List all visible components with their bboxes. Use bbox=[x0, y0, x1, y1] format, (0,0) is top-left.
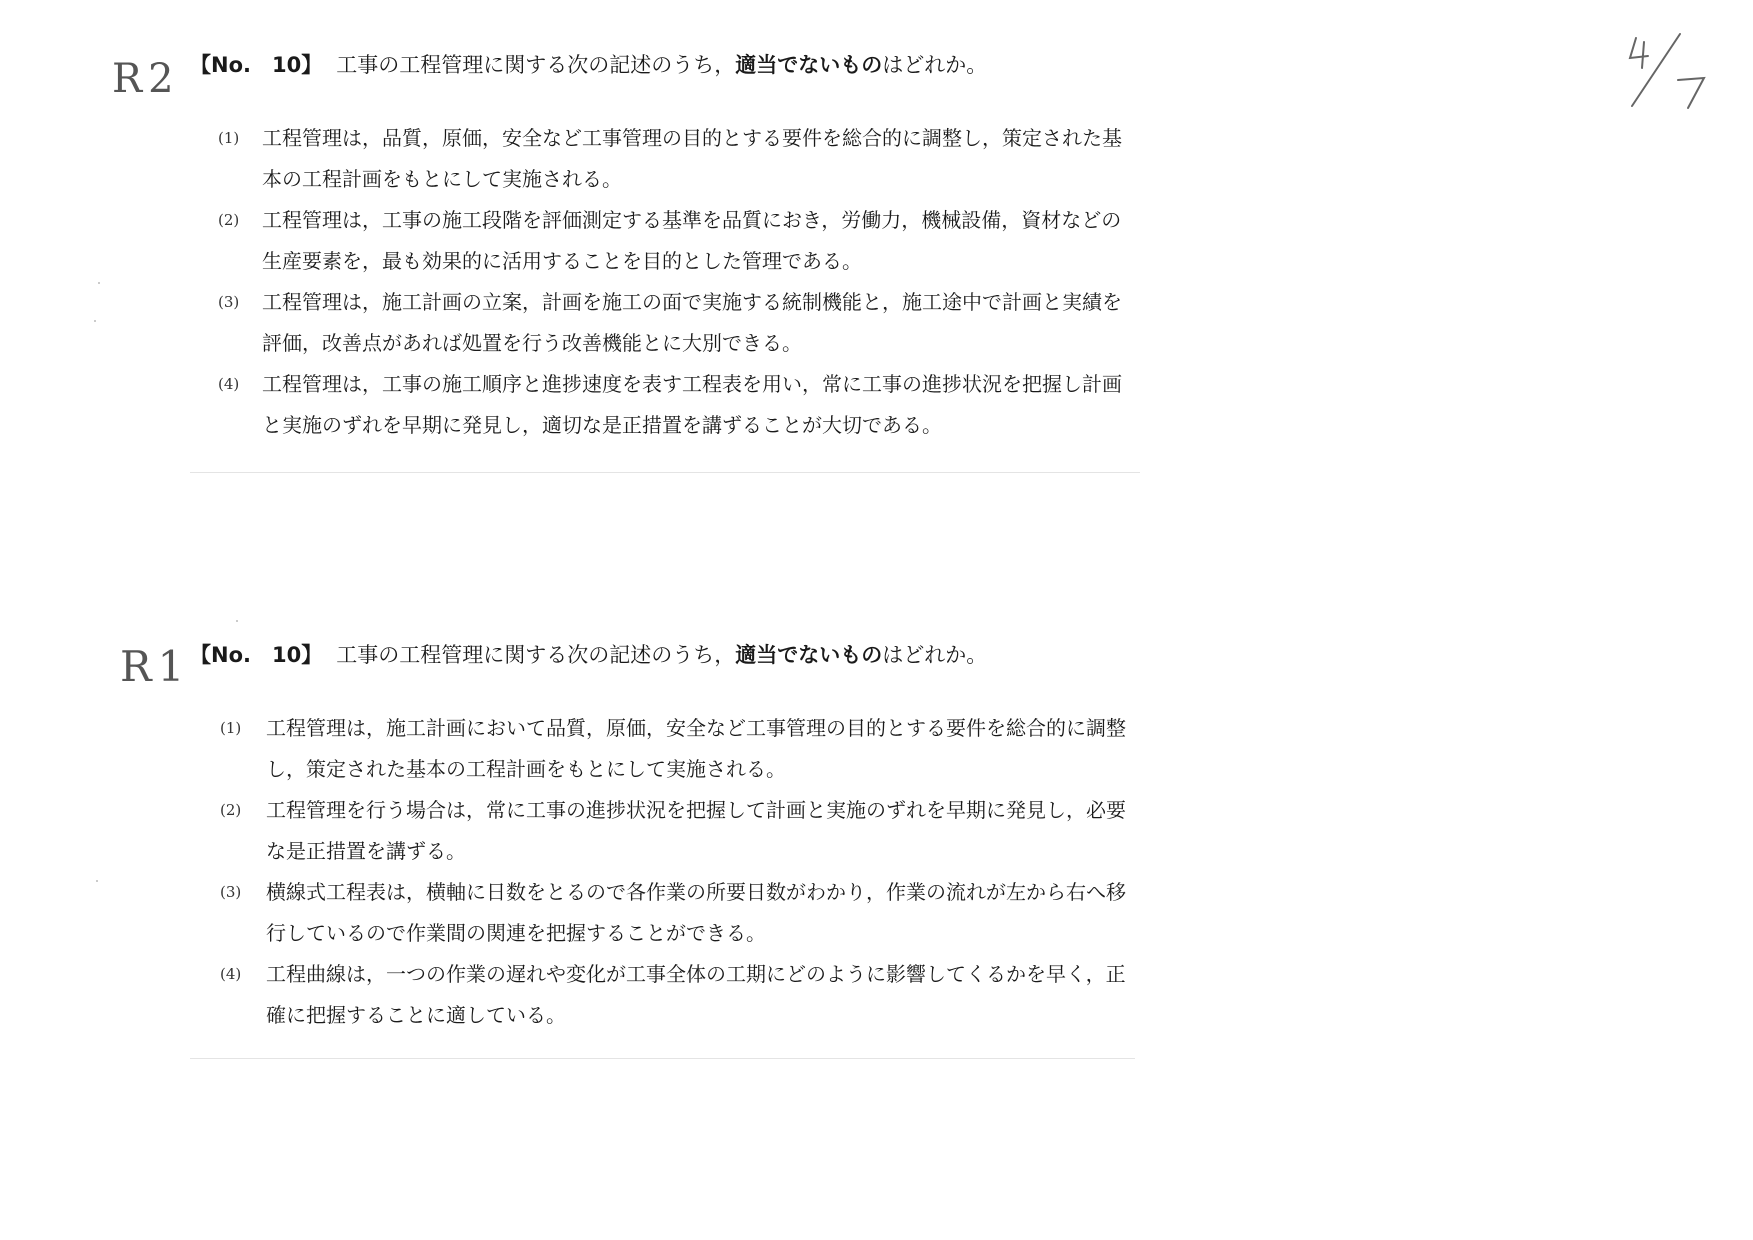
option-item bbox=[190, 118, 1140, 200]
stem-text: 工事の工程管理に関する次の記述のうち， bbox=[336, 643, 736, 667]
option-label: (2) bbox=[218, 211, 240, 229]
scan-speck bbox=[96, 880, 98, 882]
option-label: (4) bbox=[220, 965, 242, 983]
option-label: (1) bbox=[218, 129, 240, 147]
scan-speck bbox=[236, 620, 238, 622]
option-text: 工程管理は，施工計画において品質，原価，安全など工事管理の目的とする要件を総合的に調整し，策定された基本の工程計画をもとにして実施される。 bbox=[266, 716, 1126, 781]
section-divider bbox=[190, 1058, 1135, 1059]
option-text: 工程管理は，品質，原価，安全など工事管理の目的とする要件を総合的に調整し，策定された基本の工程計画をもとにして実施される。 bbox=[262, 126, 1122, 191]
option-label: (1) bbox=[220, 719, 242, 737]
option-item bbox=[190, 790, 1140, 872]
option-text: 工程管理は，工事の施工段階を評価測定する基準を品質におき，労働力，機械設備，資材などの生産要素を，最も効果的に活用することを目的とした管理である。 bbox=[262, 208, 1122, 273]
option-item bbox=[190, 200, 1140, 282]
option-item bbox=[190, 364, 1140, 446]
scan-speck bbox=[94, 320, 96, 322]
scan-speck bbox=[98, 282, 100, 284]
option-item bbox=[190, 708, 1140, 790]
stem-text-end: はどれか。 bbox=[882, 53, 988, 77]
handwritten-r1-label: R1 bbox=[120, 642, 191, 691]
option-text: 工程曲線は，一つの作業の遅れや変化が工事全体の工期にどのように影響してくるかを早く，正確に把握することに適している。 bbox=[266, 962, 1126, 1027]
option-label: (3) bbox=[218, 293, 240, 311]
option-text: 工程管理は，施工計画の立案，計画を施工の面で実施する統制機能と，施工途中で計画と実績を評価，改善点があれば処置を行う改善機能とに大別できる。 bbox=[262, 290, 1122, 355]
stem-emphasis: 適当でないもの bbox=[735, 53, 883, 77]
option-item bbox=[190, 282, 1140, 364]
question-number: 【No. 10】 bbox=[190, 643, 323, 667]
section-divider bbox=[190, 472, 1140, 473]
option-text: 工程管理を行う場合は，常に工事の進捗状況を把握して計画と実施のずれを早期に発見し，必要な是正措置を講ずる。 bbox=[266, 798, 1126, 863]
question-stem bbox=[190, 640, 1140, 670]
stem-text-end: はどれか。 bbox=[882, 643, 988, 667]
question-r2 bbox=[190, 50, 1140, 446]
option-label: (2) bbox=[220, 801, 242, 819]
option-label: (3) bbox=[220, 883, 242, 901]
question-number: 【No. 10】 bbox=[190, 53, 323, 77]
handwritten-page-mark bbox=[1622, 30, 1712, 110]
option-item bbox=[190, 872, 1140, 954]
question-stem bbox=[190, 50, 1140, 80]
question-r1 bbox=[190, 640, 1140, 1036]
option-item bbox=[190, 954, 1140, 1036]
option-text: 工程管理は，工事の施工順序と進捗速度を表す工程表を用い，常に工事の進捗状況を把握し計画と実施のずれを早期に発見し，適切な是正措置を講ずることが大切である。 bbox=[262, 372, 1122, 437]
handwritten-r2-label: R2 bbox=[112, 56, 180, 102]
option-list bbox=[190, 118, 1140, 446]
stem-text: 工事の工程管理に関する次の記述のうち， bbox=[336, 53, 736, 77]
option-list bbox=[190, 708, 1140, 1036]
stem-emphasis: 適当でないもの bbox=[735, 643, 883, 667]
option-label: (4) bbox=[218, 375, 240, 393]
option-text: 横線式工程表は，横軸に日数をとるので各作業の所要日数がわかり，作業の流れが左から右へ移行しているので作業間の関連を把握することができる。 bbox=[266, 880, 1126, 945]
